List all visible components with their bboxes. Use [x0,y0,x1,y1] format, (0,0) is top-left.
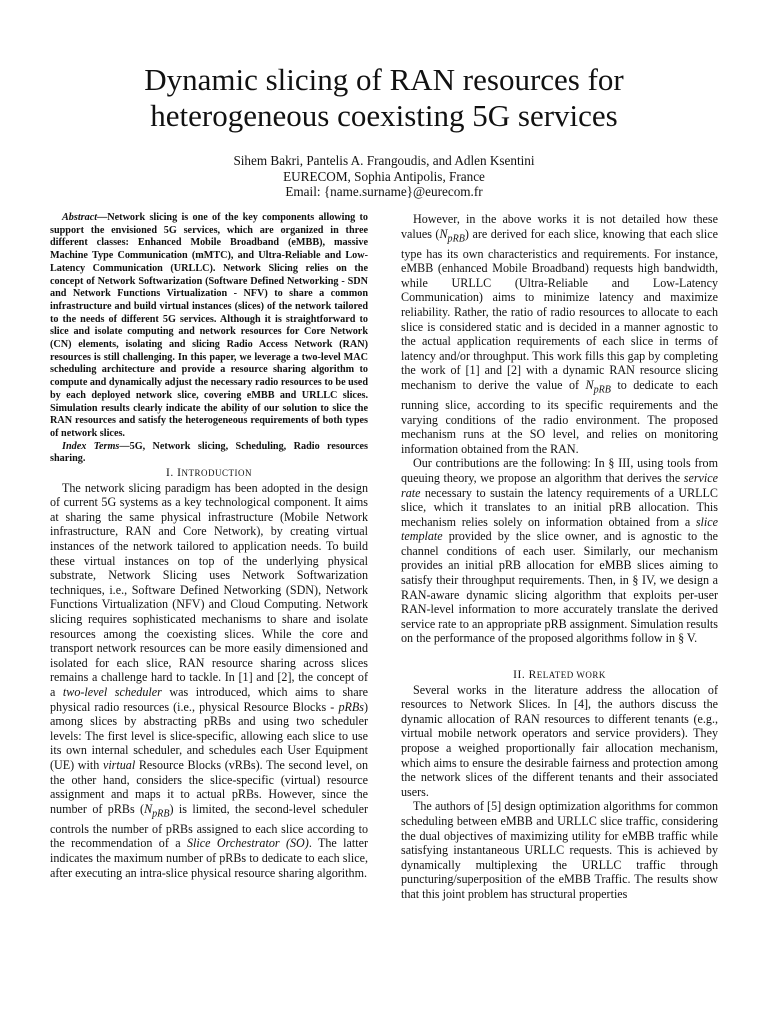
related-paragraph-2: The authors of [5] design optimization algorithms for common scheduling between eMBB and URLLC slice traffic, considering the dual objectives of maximizing utility for eMBB traffic while satisfying instantaneous URLLC requests. This is achieved by dynamically multiplexing the URLLC traffic through puncturing/superposition of the eMBB Traffic. The results show that this joint problem has structural properties [401,799,718,901]
intro-paragraph: The network slicing paradigm has been adopted in the design of current 5G systems as a key technological component. It aims at sharing the same physical infrastructure (Mobile Network infrastructure, RAN and Core Network), by creating virtual instances of the network tailored to application needs. To build these virtual instances on top of the underlying physical substrate, Network Slicing uses Network Softwarization techniques, i.e., Software Defined Networking (SDN), Network Functions Virtualization (NFV) and Cloud Computing. Network slicing requires sophisticated mechanisms to share and isolate resources among the coexisting slices. While the core and transport network resources can be more easily dimensioned and isolated for each slice, RAN resource sharing across slices remains a challenge hard to tackle. In [1] and [2], the concept of a two-level scheduler was introduced, which aims to share physical radio resources (i.e., physical Resource Blocks - pRBs) among slices by abstracting pRBs and using two scheduler levels: The first level is slice-specific, allowing each slice to use its own internal scheduler, and schedules each User Equipment (UE) with virtual Resource Blocks (vRBs). The second level, on the other hand, considers the slice-specific (virtual) resource assignment and maps it to actual pRBs. However, since the number of pRBs $(N_{pRB})$ is limited, the second-level scheduler controls the number of pRBs assigned to each slice according to the recommendation of a Slice Orchestrator (SO). The latter indicates the maximum number of pRBs to dedicate to each slice, after executing an intra-slice physical resource sharing algorithm. [50,480,369,880]
index-terms-label: Index Terms [62,440,120,452]
emphasis-prbs: pRBs [338,699,364,714]
author-email: Email: {name.surname}@eurecom.fr [285,184,483,199]
author-names: Sihem Bakri, Pantelis A. Frangoudis, and Adlen Ksentini [233,153,535,168]
emphasis-two-level-scheduler: two-level scheduler [62,684,162,699]
body-paragraph-2: Our contributions are the following: In § III, using tools from queuing theory, we propose an algorithm that derives the service rate necessary to sustain the latency requirements of a URLLC slice, which it translates to an initial pRB allocation. This mechanism relies solely on information obtained from a slice template provided by the slice owner, and is agnostic to the channel conditions of each user. Similarly, our mechanism provides an initial pRB allocation for eMBB slices aiming to satisfy their throughput requirements. Then, in § IV, we design a RAN-aware dynamic slicing algorithm that exploits per-user RAN-level information to more accurately translate the derived service rate to an appropriate pRB assignment. Simulation results on the performance of the proposed algorithms follow in § V. [401,456,718,646]
emphasis-service-rate: service rate [401,470,718,500]
emphasis-slice-template: slice template [401,514,718,544]
index-terms: Index Terms—5G, Network slicing, Scheduling, Radio resources sharing. [50,440,368,465]
emphasis-slice-orchestrator: Slice Orchestrator (SO) [187,836,309,851]
author-affiliation: EURECOM, Sophia Antipolis, France [283,168,485,184]
right-column [401,212,718,902]
body-paragraph-1: However, in the above works it is not detailed how these values $(N_{pRB})$ are derived for each slice, knowing that each slice type has its own characteristics and requirements. For instance, eMBB (enhanced Mobile Broadband) requests high bandwidth, while URLLC (Ultra-Reliable and Low-Latency Communication) aims to minimize latency and maximize reliability. Rather, the ratio of radio resources to allocate to each slice is considered static and is decided in a manner agnostic to the actual application requirements of each slice in terms of latency and/or throughput. This work fills this gap by completing the work of [1] and [2] with a dynamic RAN resource slicing mechanism to derive the value of $N_{pRB}$ to dedicate to each running slice, according to its specific requirements and the varying conditions of the radio environment. The proposed mechanism runs at the SO level, and relies on monitoring information obtained from the RAN. [401,212,718,456]
abstract-text: Network slicing is one of the key components allowing to support the envisioned 5G services, which are organized in three different classes: Enhanced Mobile Broadband (eMBB), massive Machine Type Communication (mMTC), and Ultra-Reliable and Low-Latency Communication (URLLC). Network Slicing relies on the concept of Network Softwarization (Software Defined Networking - SDN and Network Functions Virtualization - NFV) to share a common infrastructure and build virtual instances (slices) of the network tailored to the needs of different 5G services. Although it is straightforward to slice and isolate computing and network resources for Core Network (CN) elements, isolating and slicing Radio Access Network (RAN) resources is still challenging. In this paper, we leverage a two-level MAC scheduling architecture and provide a resource sharing algorithm to compute and dynamically adjust the necessary radio resources to be used by each deployed network slice, covering eMBB and URLLC slices. Simulation results clearly indicate the ability of our solution to slice the RAN resources and satisfy the heterogeneous requirements of both types of network slices. [50,212,368,439]
paper-title [60,62,708,134]
abstract [50,212,368,466]
section-heading-related-work: II. RELATED WORK [513,669,606,682]
left-column [50,212,368,880]
math-n-prb: N [144,801,153,816]
abstract-label: Abstract [62,212,98,223]
author-block [60,153,708,200]
section-heading-introduction: I. INTRODUCTION [166,467,252,480]
related-paragraph-1: Several works in the literature address the allocation of resources to Network Slices. In [4], the authors discuss the dynamic allocation of RAN resources to different tenants (e.g., virtual mobile network operators and service providers). They propose a weighed proportionally fair allocation mechanism, which aims to ensure the desirable fairness and protection among the network slices of the different tenants and their associated users. [401,682,718,799]
index-terms-text: 5G, Network slicing, Scheduling, Radio resources sharing. [50,440,368,465]
emphasis-virtual: virtual [102,757,136,772]
math-n-prb: N [585,377,594,392]
title-line-2: heterogeneous coexisting 5G services [150,98,618,133]
math-n-prb: N [439,226,448,241]
abstract-paragraph: Abstract—Network slicing is one of the key components allowing to support the envisioned 5G services, which are organized in three different classes: Enhanced Mobile Broadband (eMBB), massive Machine Type Communication (mMTC), and Ultra-Reliable and Low-Latency Communication (URLLC). Network Slicing relies on the concept of Network Softwarization (Software Defined Networking - SDN and Network Functions Virtualization - NFV) to share a common infrastructure and build virtual instances (slices) of the network tailored to the needs of different 5G services. Although it is straightforward to slice and isolate computing and network resources for Core Network (CN) elements, isolating and slicing Radio Access Network (RAN) resources is still challenging. In this paper, we leverage a two-level MAC scheduling architecture and provide a resource sharing algorithm to compute and dynamically adjust the necessary radio resources to be used by each deployed network slice, covering eMBB and URLLC slices. Simulation results clearly indicate the ability of our solution to slice the RAN resources and satisfy the heterogeneous requirements of both types of network slices. [50,212,368,439]
title-line-1: Dynamic slicing of RAN resources for [144,62,624,97]
